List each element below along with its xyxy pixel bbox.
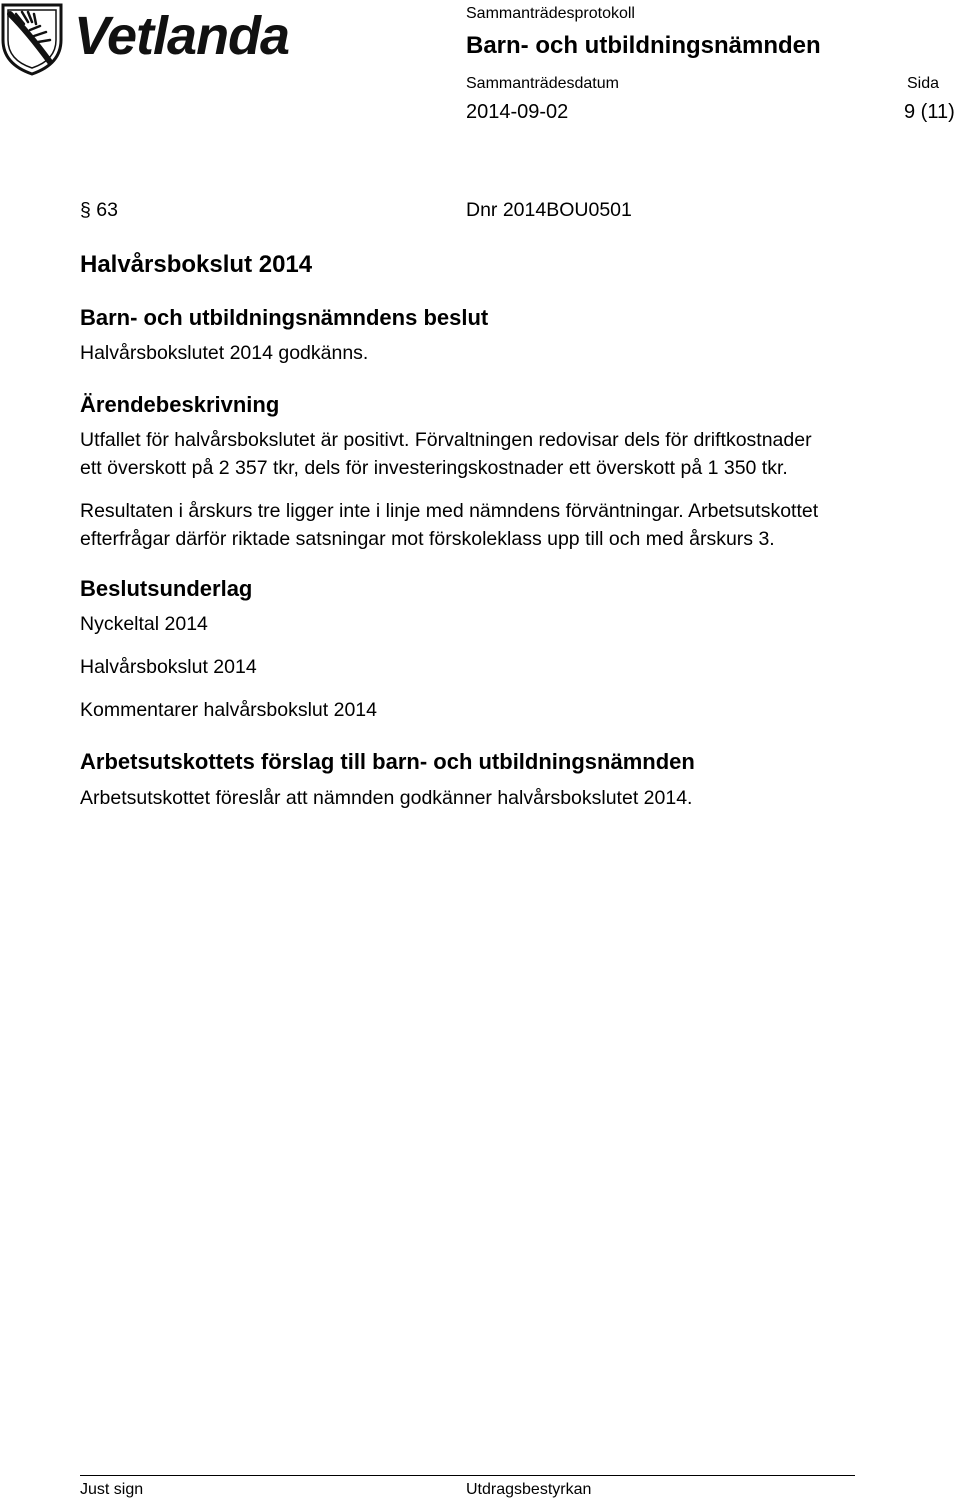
paragraph-number: § 63 [80,199,118,221]
decision-text: Halvårsbokslutet 2014 godkänns. [80,342,369,364]
meeting-date: 2014-09-02 [466,101,569,123]
page-number: 9 (11) [904,101,955,123]
logo [0,0,290,80]
proposal-heading: Arbetsutskottets förslag till barn- och utbildningsnämnden [80,749,695,774]
coat-of-arms-icon [0,2,64,76]
page-label: Sida [907,75,940,92]
logo-wordmark: Vetlanda [74,6,290,66]
description-line-1: Utfallet för halvårsbokslutet är positivt. Förvaltningen redovisar dels för driftkostnader [80,429,812,451]
proposal-text: Arbetsutskottet föreslår att nämnden godkänner halvårsbokslutet 2014. [80,787,693,809]
basis-item: Kommentarer halvårsbokslut 2014 [80,699,377,721]
basis-item: Halvårsbokslut 2014 [80,656,257,678]
footer-sign-label: Just sign [80,1481,144,1498]
description-line-4: efterfrågar därför riktade satsningar mot förskoleklass upp till och med årskurs 3. [80,528,775,550]
basis-item: Nyckeltal 2014 [80,613,208,635]
protocol-label: Sammanträdesprotokoll [466,5,635,22]
footer-certify-label: Utdragsbestyrkan [466,1481,592,1498]
decision-heading: Barn- och utbildningsnämndens beslut [80,305,489,330]
board-name: Barn- och utbildningsnämnden [466,32,821,59]
diary-number: Dnr 2014BOU0501 [466,199,632,221]
description-heading: Ärendebeskrivning [80,392,280,417]
footer-divider [80,1475,855,1476]
basis-heading: Beslutsunderlag [80,576,253,601]
description-line-2: ett överskott på 2 357 tkr, dels för investeringskostnader ett överskott på 1 350 tkr. [80,457,788,479]
page-title: Halvårsbokslut 2014 [80,251,313,278]
description-line-3: Resultaten i årskurs tre ligger inte i linje med nämndens förväntningar. Arbetsutskottet [80,500,819,522]
date-label: Sammanträdesdatum [466,75,619,92]
